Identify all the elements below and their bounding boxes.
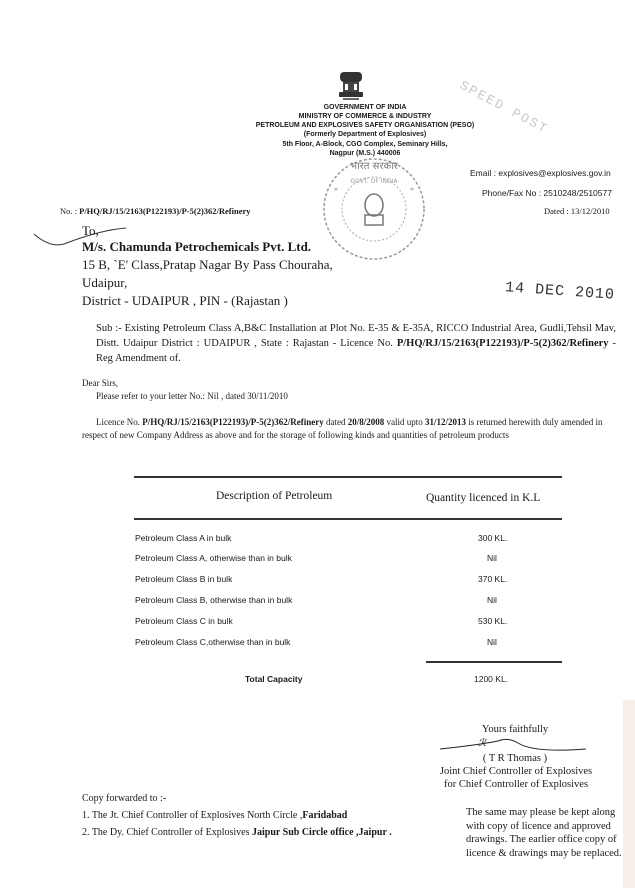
- copy-item-2-text: 2. The Dy. Chief Controller of Explosives: [82, 827, 252, 838]
- row-description: Petroleum Class C,otherwise than in bulk: [135, 637, 291, 647]
- subject-licence: P/HQ/RJ/15/2163(P122193)/P-5(2)362/Refinery: [396, 338, 609, 349]
- letter-date: Dated : 13/12/2010: [544, 206, 610, 216]
- subject-text: Sub :- Existing Petroleum Class A,B&C Installation at Plot No. E-35 & E-35A, RICCO Industrial Area, Gudli,Tehsil Mav, Distt. Udaipur District : UDAIPUR , State : Rajastan - Licence No.: [96, 323, 616, 349]
- table-header-quantity: Quantity licenced in K.L: [426, 492, 541, 504]
- row-quantity: 300 KL.: [478, 533, 508, 543]
- row-quantity: 370 KL.: [478, 574, 508, 584]
- svg-text:*: *: [410, 186, 414, 195]
- body-mid2: valid upto: [384, 417, 425, 427]
- row-quantity: Nil: [487, 553, 497, 563]
- closing: Yours faithfully: [481, 724, 549, 735]
- speed-post-stamp: SPEED POST: [457, 77, 551, 138]
- copy-item-1: [82, 807, 347, 825]
- copy-heading: Copy forwarded to :-: [82, 793, 167, 804]
- total-rule: [426, 661, 562, 663]
- body-date2: 31/12/2013: [424, 417, 466, 427]
- row-description: Petroleum Class A, otherwise than in bulk: [135, 553, 292, 563]
- row-description: Petroleum Class B, otherwise than in bulk: [135, 595, 293, 605]
- svg-text:GOVT. OF INDIA: GOVT. OF INDIA: [350, 178, 398, 185]
- recipient-to: To,: [82, 223, 99, 238]
- body-paragraph: [82, 416, 622, 441]
- copy-item-2: [82, 824, 392, 842]
- recipient-name: M/s. Chamunda Petrochemicals Pvt. Ltd.: [82, 239, 312, 254]
- letterhead-formerly: (Formerly Department of Explosives): [303, 131, 427, 138]
- replacement-note: The same may please be kept along with copy of licence and approved drawings. The earlier office copy of licence & drawings may be replaced.: [466, 807, 622, 859]
- copy-item-1-place: Faridabad: [302, 810, 348, 821]
- refer-line: Please refer to your letter No.: Nil , dated 30/11/2010: [96, 391, 288, 401]
- contact-email: Email : explosives@explosives.gov.in: [470, 168, 611, 178]
- body-date1: 20/8/2008: [347, 417, 385, 427]
- svg-text:ℛ: ℛ: [478, 738, 486, 749]
- copy-item-1-text: 1. The Jt. Chief Controller of Explosives North Circle ,: [82, 810, 303, 821]
- signatory-authority: for Chief Controller of Explosives: [443, 779, 589, 790]
- official-seal-icon: [318, 153, 430, 265]
- table-top-rule: [134, 476, 562, 478]
- body-licence: P/HQ/RJ/15/2163(P122193)/P-5(2)362/Refinery: [142, 417, 324, 427]
- signatory-title: Joint Chief Controller of Explosives: [439, 766, 593, 777]
- letterhead-organisation: PETROLEUM AND EXPLOSIVES SAFETY ORGANISATION (PESO): [255, 122, 475, 129]
- recipient-address-line1: 15 B, `E' Class,Pratap Nagar By Pass Chouraha,: [82, 257, 333, 272]
- letterhead-government: GOVERNMENT OF INDIA: [323, 104, 407, 111]
- table-header-rule: [134, 518, 562, 520]
- reference-label: No. :: [60, 206, 80, 216]
- subject-line: [96, 321, 616, 366]
- svg-text:भारत सरकार: भारत सरकार: [350, 161, 398, 172]
- reference-number: [60, 206, 251, 216]
- salutation: Dear Sirs,: [82, 378, 118, 388]
- table-header-description: Description of Petroleum: [216, 490, 333, 502]
- recipient-address-line3: District - UDAIPUR , PIN - (Rajastan ): [82, 293, 288, 308]
- body-mid1: dated: [323, 417, 348, 427]
- recipient-address-line2: Udaipur,: [82, 275, 128, 290]
- row-description: Petroleum Class C in bulk: [135, 616, 233, 626]
- row-description: Petroleum Class A in bulk: [135, 533, 232, 543]
- body-prefix: Licence No.: [96, 417, 143, 427]
- row-quantity: Nil: [487, 637, 497, 647]
- contact-phone: Phone/Fax No : 2510248/2510577: [482, 188, 612, 198]
- svg-text:*: *: [334, 186, 338, 195]
- received-date-stamp: 14 DEC 2010: [504, 279, 616, 304]
- national-emblem-icon: [334, 68, 368, 102]
- copy-item-2-place: Jaipur Sub Circle office ,Jaipur .: [251, 827, 392, 838]
- signatory-name: ( T R Thomas ): [482, 753, 548, 764]
- letterhead-address: 5th Floor, A-Block, CGO Complex, Seminary Hills,: [282, 141, 448, 148]
- letterhead-ministry: MINISTRY OF COMMERCE & INDUSTRY: [298, 113, 432, 120]
- row-description: Petroleum Class B in bulk: [135, 574, 233, 584]
- letterhead-city: Nagpur (M.S.) 440006: [329, 150, 401, 157]
- reference-value: P/HQ/RJ/15/2163(P122193)/P-5(2)362/Refinery: [79, 206, 251, 216]
- body-rest: is returned herewith duly amended in respect of new Company Address as above and for the storage of following kinds and quantities of petroleum products: [82, 417, 603, 440]
- total-label: Total Capacity: [245, 674, 303, 684]
- total-value: 1200 KL.: [474, 674, 509, 684]
- row-quantity: Nil: [487, 595, 497, 605]
- row-quantity: 530 KL.: [478, 616, 508, 626]
- subject-suffix: - Reg Amendment of.: [96, 338, 617, 364]
